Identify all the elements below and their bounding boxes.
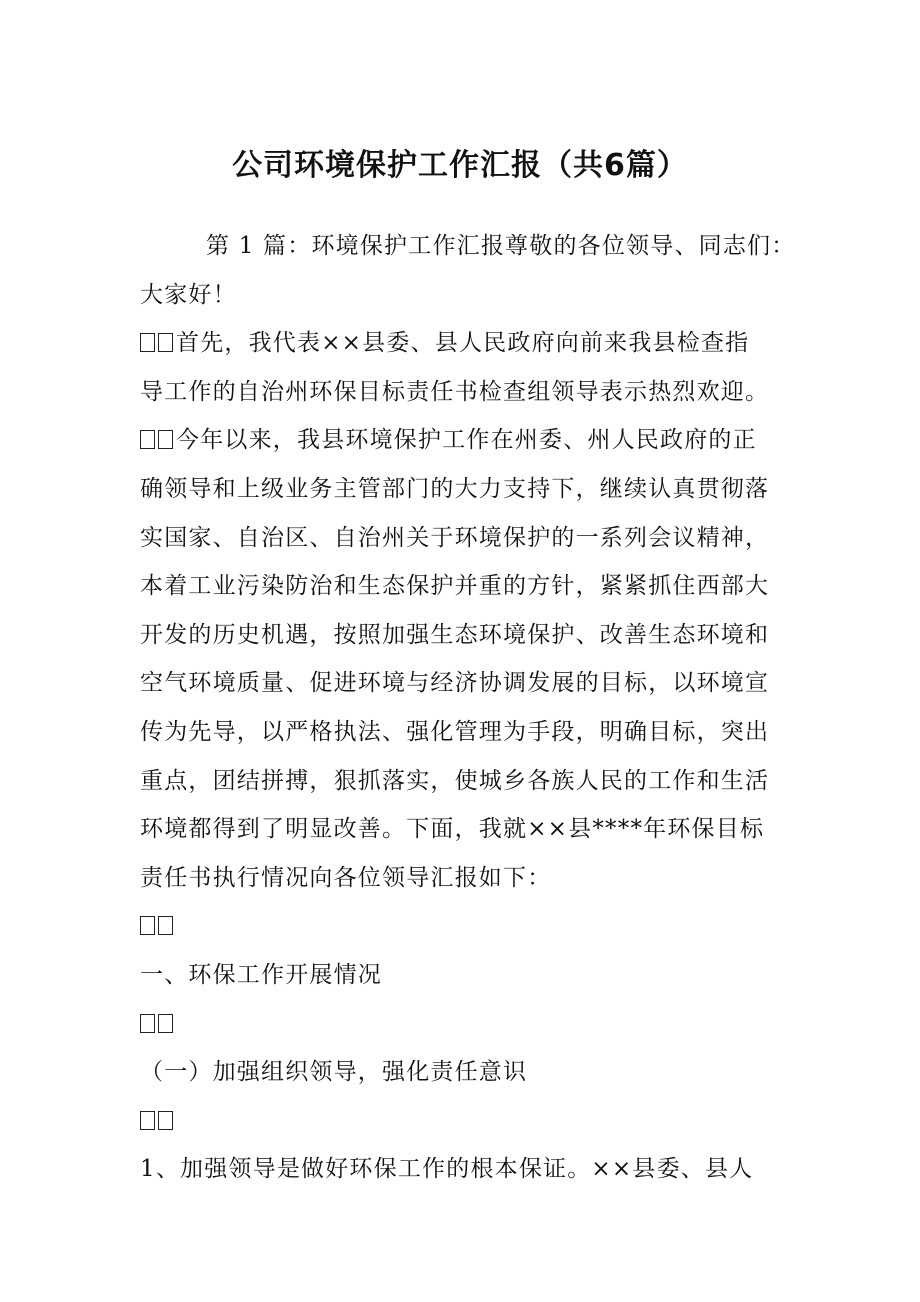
- missing-glyph-box: [140, 916, 155, 935]
- paragraph-line: 开发的历史机遇，按照加强生态环境保护、改善生态环境和: [140, 621, 770, 648]
- paragraph-line: 确领导和上级业务主管部门的大力支持下，继续认真贯彻落: [140, 475, 770, 502]
- paragraph-line: 重点，团结拼搏，狠抓落实，使城乡各族人民的工作和生活: [140, 767, 770, 794]
- paragraph-line: 责任书执行情况向各位领导汇报如下：: [140, 864, 552, 891]
- missing-glyph-box: [158, 1014, 173, 1033]
- missing-glyph-box: [140, 430, 155, 449]
- paragraph-line: [140, 1097, 790, 1146]
- paragraph-line: 首先，我代表××县委、县人民政府向前来我县检查指: [140, 319, 790, 368]
- document-body: [140, 222, 796, 1194]
- missing-glyph-box: [158, 430, 173, 449]
- paragraph-line: 1、加强领导是做好环保工作的根本保证。××县委、县人: [140, 1156, 754, 1183]
- paragraph-line: 大家好！: [140, 281, 237, 308]
- paragraph-line: 导工作的自治州环保目标责任书检查组领导表示热烈欢迎。: [140, 378, 770, 405]
- paragraph-line: 第 1 篇：环境保护工作汇报尊敬的各位领导、同志们：: [206, 233, 796, 259]
- paragraph-line: 传为先导，以严格执法、强化管理为手段，明确目标，突出: [140, 718, 770, 745]
- missing-glyph-boxes: [140, 319, 176, 368]
- subsection-heading: （一）加强组织领导，强化责任意识: [140, 1059, 528, 1086]
- paragraph-line: [140, 1000, 790, 1049]
- paragraph-line: [140, 902, 790, 951]
- missing-glyph-box: [140, 1111, 155, 1130]
- section-heading: 一、环保工作开展情况: [140, 961, 382, 988]
- missing-glyph-box: [140, 333, 155, 352]
- missing-glyph-boxes: [140, 902, 176, 951]
- missing-glyph-box: [158, 1111, 173, 1130]
- paragraph-line: 今年以来，我县环境保护工作在州委、州人民政府的正: [140, 416, 790, 465]
- missing-glyph-boxes: [140, 416, 176, 465]
- missing-glyph-boxes: [140, 1097, 176, 1146]
- missing-glyph-box: [140, 1014, 155, 1033]
- missing-glyph-box: [158, 333, 173, 352]
- paragraph-line: 本着工业污染防治和生态保护并重的方针，紧紧抓住西部大: [140, 573, 770, 600]
- paragraph-line: 环境都得到了明显改善。下面，我就××县****年环保目标: [140, 816, 765, 843]
- paragraph-line: 空气环境质量、促进环境与经济协调发展的目标，以环境宣: [140, 670, 770, 697]
- missing-glyph-box: [158, 916, 173, 935]
- paragraph-line: 实国家、自治区、自治州关于环境保护的一系列会议精神，: [140, 524, 770, 551]
- document-title: 公司环境保护工作汇报（共6篇）: [232, 148, 688, 183]
- missing-glyph-boxes: [140, 1000, 176, 1049]
